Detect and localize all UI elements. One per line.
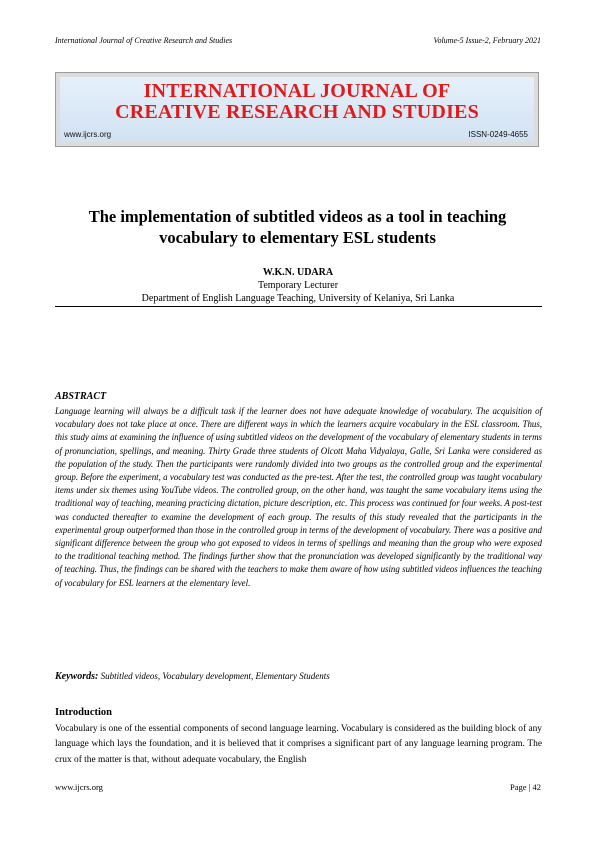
- footer-website: www.ijcrs.org: [55, 782, 103, 792]
- masthead-website: www.ijcrs.org: [64, 130, 112, 139]
- title-divider: [55, 306, 542, 307]
- running-header-journal: International Journal of Creative Research and Studies: [55, 36, 233, 45]
- author-block: [55, 266, 541, 305]
- paper-title-line-2: vocabulary to elementary ESL students: [159, 228, 436, 247]
- paper-title-line-1: The implementation of subtitled videos as a tool in teaching: [88, 207, 507, 226]
- running-header-issue: Volume-5 Issue-2, February 2021: [433, 36, 541, 45]
- journal-masthead: [55, 72, 539, 147]
- author-name: W.K.N. UDARA: [262, 267, 334, 278]
- keywords-label: Keywords:: [55, 671, 99, 682]
- paper-title: [60, 206, 535, 248]
- journal-title-line-2: CREATIVE RESEARCH AND STUDIES: [115, 101, 479, 123]
- running-header: [55, 36, 541, 45]
- journal-title-line-1: INTERNATIONAL JOURNAL OF: [143, 80, 451, 102]
- footer-page-number: Page | 42: [510, 782, 541, 792]
- introduction-text: Vocabulary is one of the essential components of second language learning. Vocabulary is considered as the building block of any language which lays the foundation, and it is believed that it comprises a significant part of any language learning program. The crux of the matter is that, without adequate vocabulary, the English: [55, 724, 542, 765]
- masthead-meta: [64, 130, 528, 139]
- journal-title: [60, 81, 534, 123]
- masthead-panel: [60, 77, 534, 142]
- abstract-text: Language learning will always be a difficult task if the learner does not have adequate knowledge of vocabulary. The acquisition of vocabulary does not take place at once. There are different ways in which the learners acquire vocabulary in the ESL classroom. Thus, this study aims at examining the influence of using subtitled videos on the development of the vocabulary of elementary students in terms of pronunciation, spellings, and meaning. Thirty Grade three students of Olcott Maha Vidyalaya, Galle, Sri Lanka were considered as the population of the study. Then the participants were randomly divided into two groups as the controlled group and the experimental group. Before the experiment, a vocabulary test was conducted as the pre-test. After the test, the controlled group was taught vocabulary items under six themes using YouTube videos. The controlled group, on the other hand, was taught the same vocabulary items using the traditional way of teaching, meaning practicing dictation, picture description, etc. This process was continued for four weeks. A post-test was conducted thereafter to examine the development of each group. The results of this study revealed that the participants in the experimental group outperformed than those in the controlled group in terms of the development of vocabulary. There was a positive and significant difference between the group who got exposed to videos in terms of spellings and meaning than the group who were exposed to the traditional teaching method. The findings further show that the pronunciation was developed significantly by the traditional way of teaching. Thus, the findings can be shared with the teachers to make them aware of how using subtitled videos influences the teaching of vocabulary for ESL learners at the elementary level.: [55, 406, 542, 588]
- page-footer: [55, 782, 541, 792]
- keywords-text: Subtitled videos, Vocabulary development, Elementary Students: [100, 671, 330, 681]
- author-role: Temporary Lecturer: [257, 280, 339, 291]
- author-affiliation: Department of English Language Teaching, University of Kelaniya, Sri Lanka: [141, 293, 455, 304]
- masthead-issn: ISSN-0249-4655: [468, 130, 528, 139]
- abstract-heading: ABSTRACT: [55, 391, 107, 402]
- introduction-heading: Introduction: [55, 707, 112, 718]
- keywords-line: [55, 671, 542, 682]
